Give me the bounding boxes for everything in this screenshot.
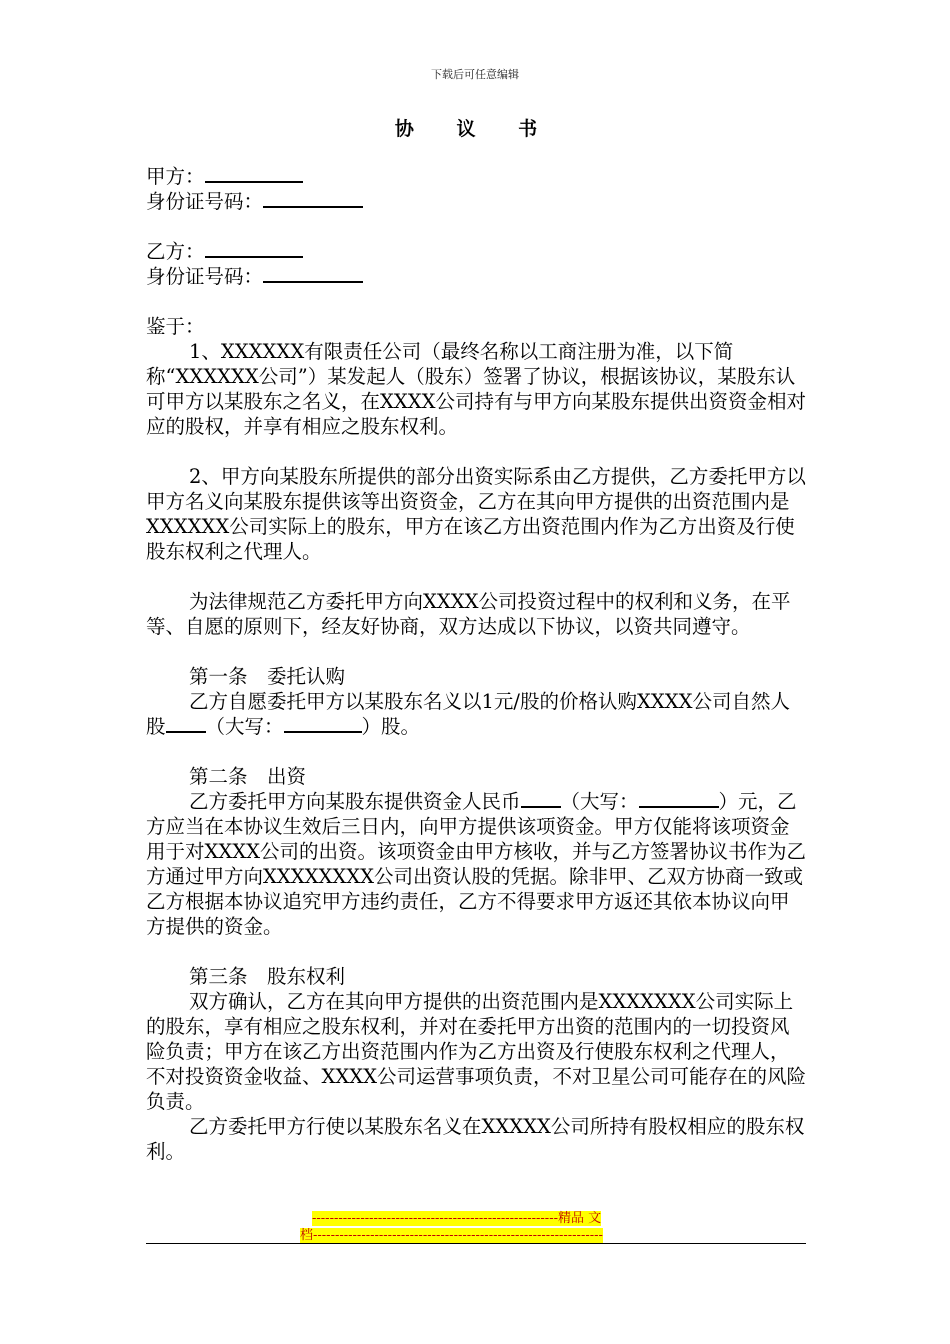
party-b-blank (205, 239, 303, 258)
article-2-heading: 第二条 出资 (189, 765, 307, 788)
purpose-paragraph: 为法律规范乙方委托甲方向XXXX公司投资过程中的权利和义务，在平等、自愿的原则下，经友好协商，双方达成以下协议，以资共同遵守。 (146, 590, 791, 638)
whereas-paragraph-2: 2、甲方向某股东所提供的部分出资实际系由乙方提供，乙方委托甲方以甲方名义向某股东提供该等出资资金，乙方在其向甲方提供的出资范围内是XXXXXX公司实际上的股东，甲方在该乙方出资范围内作为乙方出资及行使股东权利之代理人。 (146, 465, 806, 563)
document-title: 协 议 书 (394, 118, 556, 140)
party-b-id-line: 身份证号码： (146, 264, 808, 289)
whereas-heading: 鉴于： (146, 315, 205, 338)
whereas-paragraph-1: 1、XXXXXX有限责任公司（最终名称以工商注册为准，以下简称“XXXXXX公司”）某发起人（股东）签署了协议，根据该协议，某股东认可甲方以某股东之名义，在XXXX公司持有与甲方向某股东提供出资资金相对应的股权，并享有相应之股东权利。 (146, 340, 807, 438)
share-count-blank (166, 714, 206, 733)
party-a-line: 甲方： (146, 164, 808, 189)
page-footer (300, 1210, 650, 1244)
share-count-words-blank (284, 714, 362, 733)
page-header: 下载后可任意编辑 (431, 68, 519, 81)
footer-line-2: 档------------------------------------------------------------------ (300, 1228, 603, 1243)
article-3-paragraph-1: 双方确认，乙方在其向甲方提供的出资范围内是XXXXXXX公司实际上的股东，享有相应之股东权利，并对在委托甲方出资的范围内的一切投资风险负责；甲方在该乙方出资范围内作为乙方出资及行使股东权利之代理人，不对投资资金收益、XXXX公司运营事项负责，不对卫星公司可能存在的风险负责。 (146, 990, 807, 1113)
footer-rule (146, 1243, 806, 1244)
article-2-text: 乙方委托甲方向某股东提供资金人民币 （大写： ）元，乙方应当在本协议生效后三日内，向甲方提供该项资金。甲方仅能将该项资金用于对XXXX公司的出资。该项资金由甲方核收，并与乙方签署协议书作为乙方通过甲方向XXXXXXXX公司出资认股的凭据。除非甲、乙双方协商一致或乙方根据本协议追究甲方违约责任，乙方不得要求甲方返还其依本协议向甲方提供的资金。 (146, 790, 807, 938)
amount-words-blank (639, 789, 719, 808)
party-a-id-blank (263, 189, 363, 208)
article-1-heading: 第一条 委托认购 (189, 665, 346, 688)
amount-blank (521, 789, 561, 808)
party-a-blank (205, 164, 303, 183)
article-1-text: 乙方自愿委托甲方以某股东名义以1元/股的价格认购XXXX公司自然人股 （大写： ）股。 (146, 690, 791, 738)
article-3-heading: 第三条 股东权利 (189, 965, 346, 988)
article-3-paragraph-2: 乙方委托甲方行使以某股东名义在XXXXX公司所持有股权相应的股东权利。 (146, 1115, 805, 1163)
document-body (146, 164, 808, 1164)
party-a-id-line: 身份证号码： (146, 189, 808, 214)
party-b-line: 乙方： (146, 239, 808, 264)
footer-line-1: --------------------------------------------------------精品 文 (312, 1211, 602, 1226)
party-b-id-blank (263, 264, 363, 283)
